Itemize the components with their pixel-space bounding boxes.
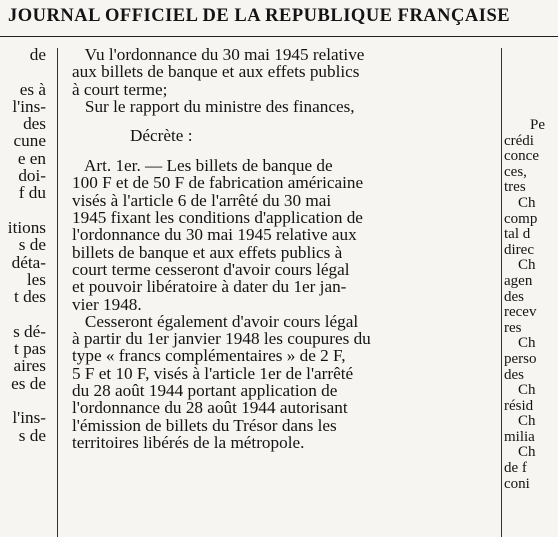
right-line: crédi — [504, 132, 534, 149]
left-line: déta- — [11, 252, 46, 272]
right-line: res — [504, 319, 522, 336]
left-line: s de — [18, 425, 46, 444]
left-line: l'ins- — [12, 96, 46, 116]
article-line: 1945 fixant les conditions d'application de — [72, 208, 363, 228]
left-line: es à — [19, 79, 46, 99]
left-line — [0, 392, 54, 409]
right-line: Ch — [518, 444, 536, 461]
left-line: de — [29, 46, 46, 64]
right-line: de f — [504, 460, 527, 477]
article-line: à partir du 1er janvier 1948 les coupures du — [72, 329, 371, 349]
left-line: t des — [14, 287, 46, 307]
right-line: Pe — [530, 118, 545, 133]
left-line — [0, 63, 54, 80]
article-line: type « francs complémentaires » de 2 F, — [72, 346, 346, 366]
right-line: milia — [504, 428, 535, 445]
left-line: es de — [11, 373, 46, 393]
article-line: Art. 1er. — Les billets de banque de — [72, 156, 333, 176]
left-line: itions — [7, 217, 46, 237]
left-line: t pas — [14, 339, 46, 359]
left-line: s de — [18, 235, 46, 255]
right-column — [504, 118, 558, 492]
right-line: des — [504, 366, 524, 383]
article-line: visés à l'article 6 de l'arrêté du 30 mai — [72, 190, 332, 210]
article-line: et pouvoir libératoire à dater du 1er jan- — [72, 277, 347, 297]
right-line: Ch — [518, 257, 536, 274]
left-line: f du — [18, 183, 46, 203]
left-line: doi- — [18, 166, 46, 186]
journal-header — [0, 0, 558, 37]
left-line: les — [26, 269, 46, 289]
right-line: direc — [504, 241, 534, 258]
left-line: aires — [13, 356, 46, 376]
main-column — [72, 46, 498, 451]
article-line: territoires libérés de la métropole. — [72, 432, 305, 452]
right-line: ces, — [504, 163, 527, 180]
article-line: 100 F et de 50 F de fabrication américaine — [72, 173, 364, 193]
right-line: comp — [504, 210, 538, 227]
journal-title: JOURNAL OFFICIEL DE LA REPUBLIQUE FRANÇAISE — [8, 6, 511, 26]
article-line: 5 F et 10 F, visés à l'article 1er de l'arrêté — [72, 363, 354, 383]
right-line: perso — [504, 350, 537, 367]
preamble-line: Sur le rapport du ministre des finances, — [72, 96, 355, 116]
column-divider-left — [57, 48, 58, 537]
right-line: des — [504, 288, 524, 305]
right-line: Ch — [518, 382, 536, 399]
right-line: agen — [504, 272, 533, 289]
preamble-line: Vu l'ordonnance du 30 mai 1945 relative — [72, 45, 365, 64]
article-line: du 28 août 1944 portant application de — [72, 381, 338, 401]
right-line: conce — [504, 148, 539, 165]
left-line: des — [23, 114, 46, 134]
left-line — [0, 305, 54, 322]
article-line: l'émission de billets du Trésor dans les — [72, 415, 337, 435]
left-column — [0, 46, 54, 444]
article-line: l'ordonnance du 28 août 1944 autorisant — [72, 398, 348, 418]
right-line: coni — [504, 475, 530, 492]
article-line: court terme cesseront d'avoir cours légal — [72, 259, 350, 279]
decree-label: Décrète : — [130, 126, 193, 146]
right-line: Ch — [518, 413, 536, 430]
article-line: Cesseront également d'avoir cours légal — [72, 311, 359, 331]
preamble-line: aux billets de banque et aux effets publics — [72, 62, 360, 82]
column-divider-right — [501, 48, 502, 537]
left-line: s dé- — [13, 321, 46, 341]
article-line: billets de banque et aux effets publics à — [72, 242, 343, 262]
right-line: recev — [504, 304, 537, 321]
preamble-line: à court terme; — [72, 79, 168, 99]
right-line: tal d — [504, 226, 531, 243]
right-line: Ch — [518, 194, 536, 211]
left-line — [0, 202, 54, 219]
left-line: l'ins- — [12, 408, 46, 428]
left-line: e en — [17, 148, 46, 168]
right-line: Ch — [518, 335, 536, 352]
article-line: l'ordonnance du 30 mai 1945 relative aux — [72, 225, 357, 245]
right-line: résid — [504, 397, 534, 414]
article-line: vier 1948. — [72, 294, 142, 314]
right-line: tres — [504, 179, 526, 196]
left-line: cune — [13, 131, 46, 151]
